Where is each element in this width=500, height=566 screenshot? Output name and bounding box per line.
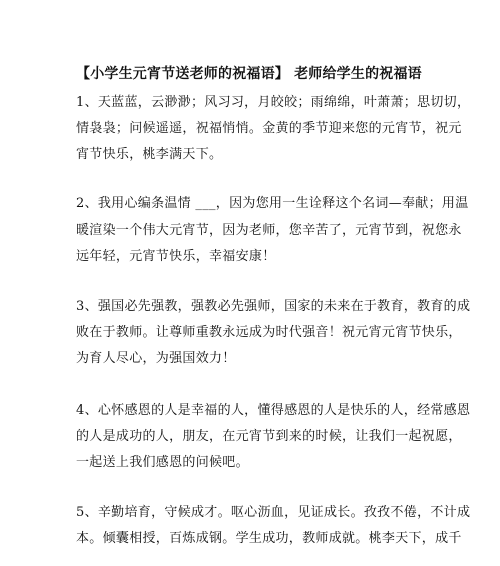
paragraph-4-line-2: 的人是成功的人，朋友，在元宵节到来的时候，让我们一起祝愿， [76,429,462,444]
paragraph-2-line-3: 远年轻，元宵节快乐，幸福安康！ [76,249,276,264]
paragraph-4-line-1: 4、心怀感恩的人是幸福的人，懂得感恩的人是快乐的人，经常感恩 [76,403,471,418]
paragraph-1-line-1: 1、天蓝蓝，云渺渺；风习习，月皎皎；雨绵绵，叶萧萧；思切切， [76,95,471,110]
document-title: 【小学生元宵节送老师的祝福语】 老师给学生的祝福语 [76,66,422,82]
paragraph-1-line-3: 宵节快乐，桃李满天下。 [76,147,223,162]
paragraph-4-line-3: 一起送上我们感恩的问候吧。 [76,455,249,470]
paragraph-3-line-1: 3、强国必先强教，强教必先强师，国家的未来在于教育，教育的成 [76,299,471,314]
paragraph-5-line-2: 本。倾囊相授，百炼成钢。学生成功，教师成就。桃李天下，成千 [76,531,462,546]
paragraph-2-line-2: 暖渲染一个伟大元宵节，因为老师，您辛苦了，元宵节到，祝您永 [76,223,462,238]
paragraph-3-line-3: 为育人尽心，为强国效力！ [76,351,236,366]
paragraph-3-line-2: 败在于教师。让尊师重教永远成为时代强音！祝元宵元宵节快乐， [76,325,462,340]
bottom-fade [0,548,500,566]
paragraph-2-line-1: 2、我用心编条温情 ___，因为您用一生诠释这个名词—奉献；用温 [76,196,469,211]
paragraph-1-line-2: 情袅袅；问候遥遥，祝福悄悄。金黄的季节迎来您的元宵节，祝元 [76,121,462,136]
paragraph-5-line-1: 5、辛勤培育，守候成才。呕心沥血，见证成长。孜孜不倦，不计成 [76,505,471,520]
